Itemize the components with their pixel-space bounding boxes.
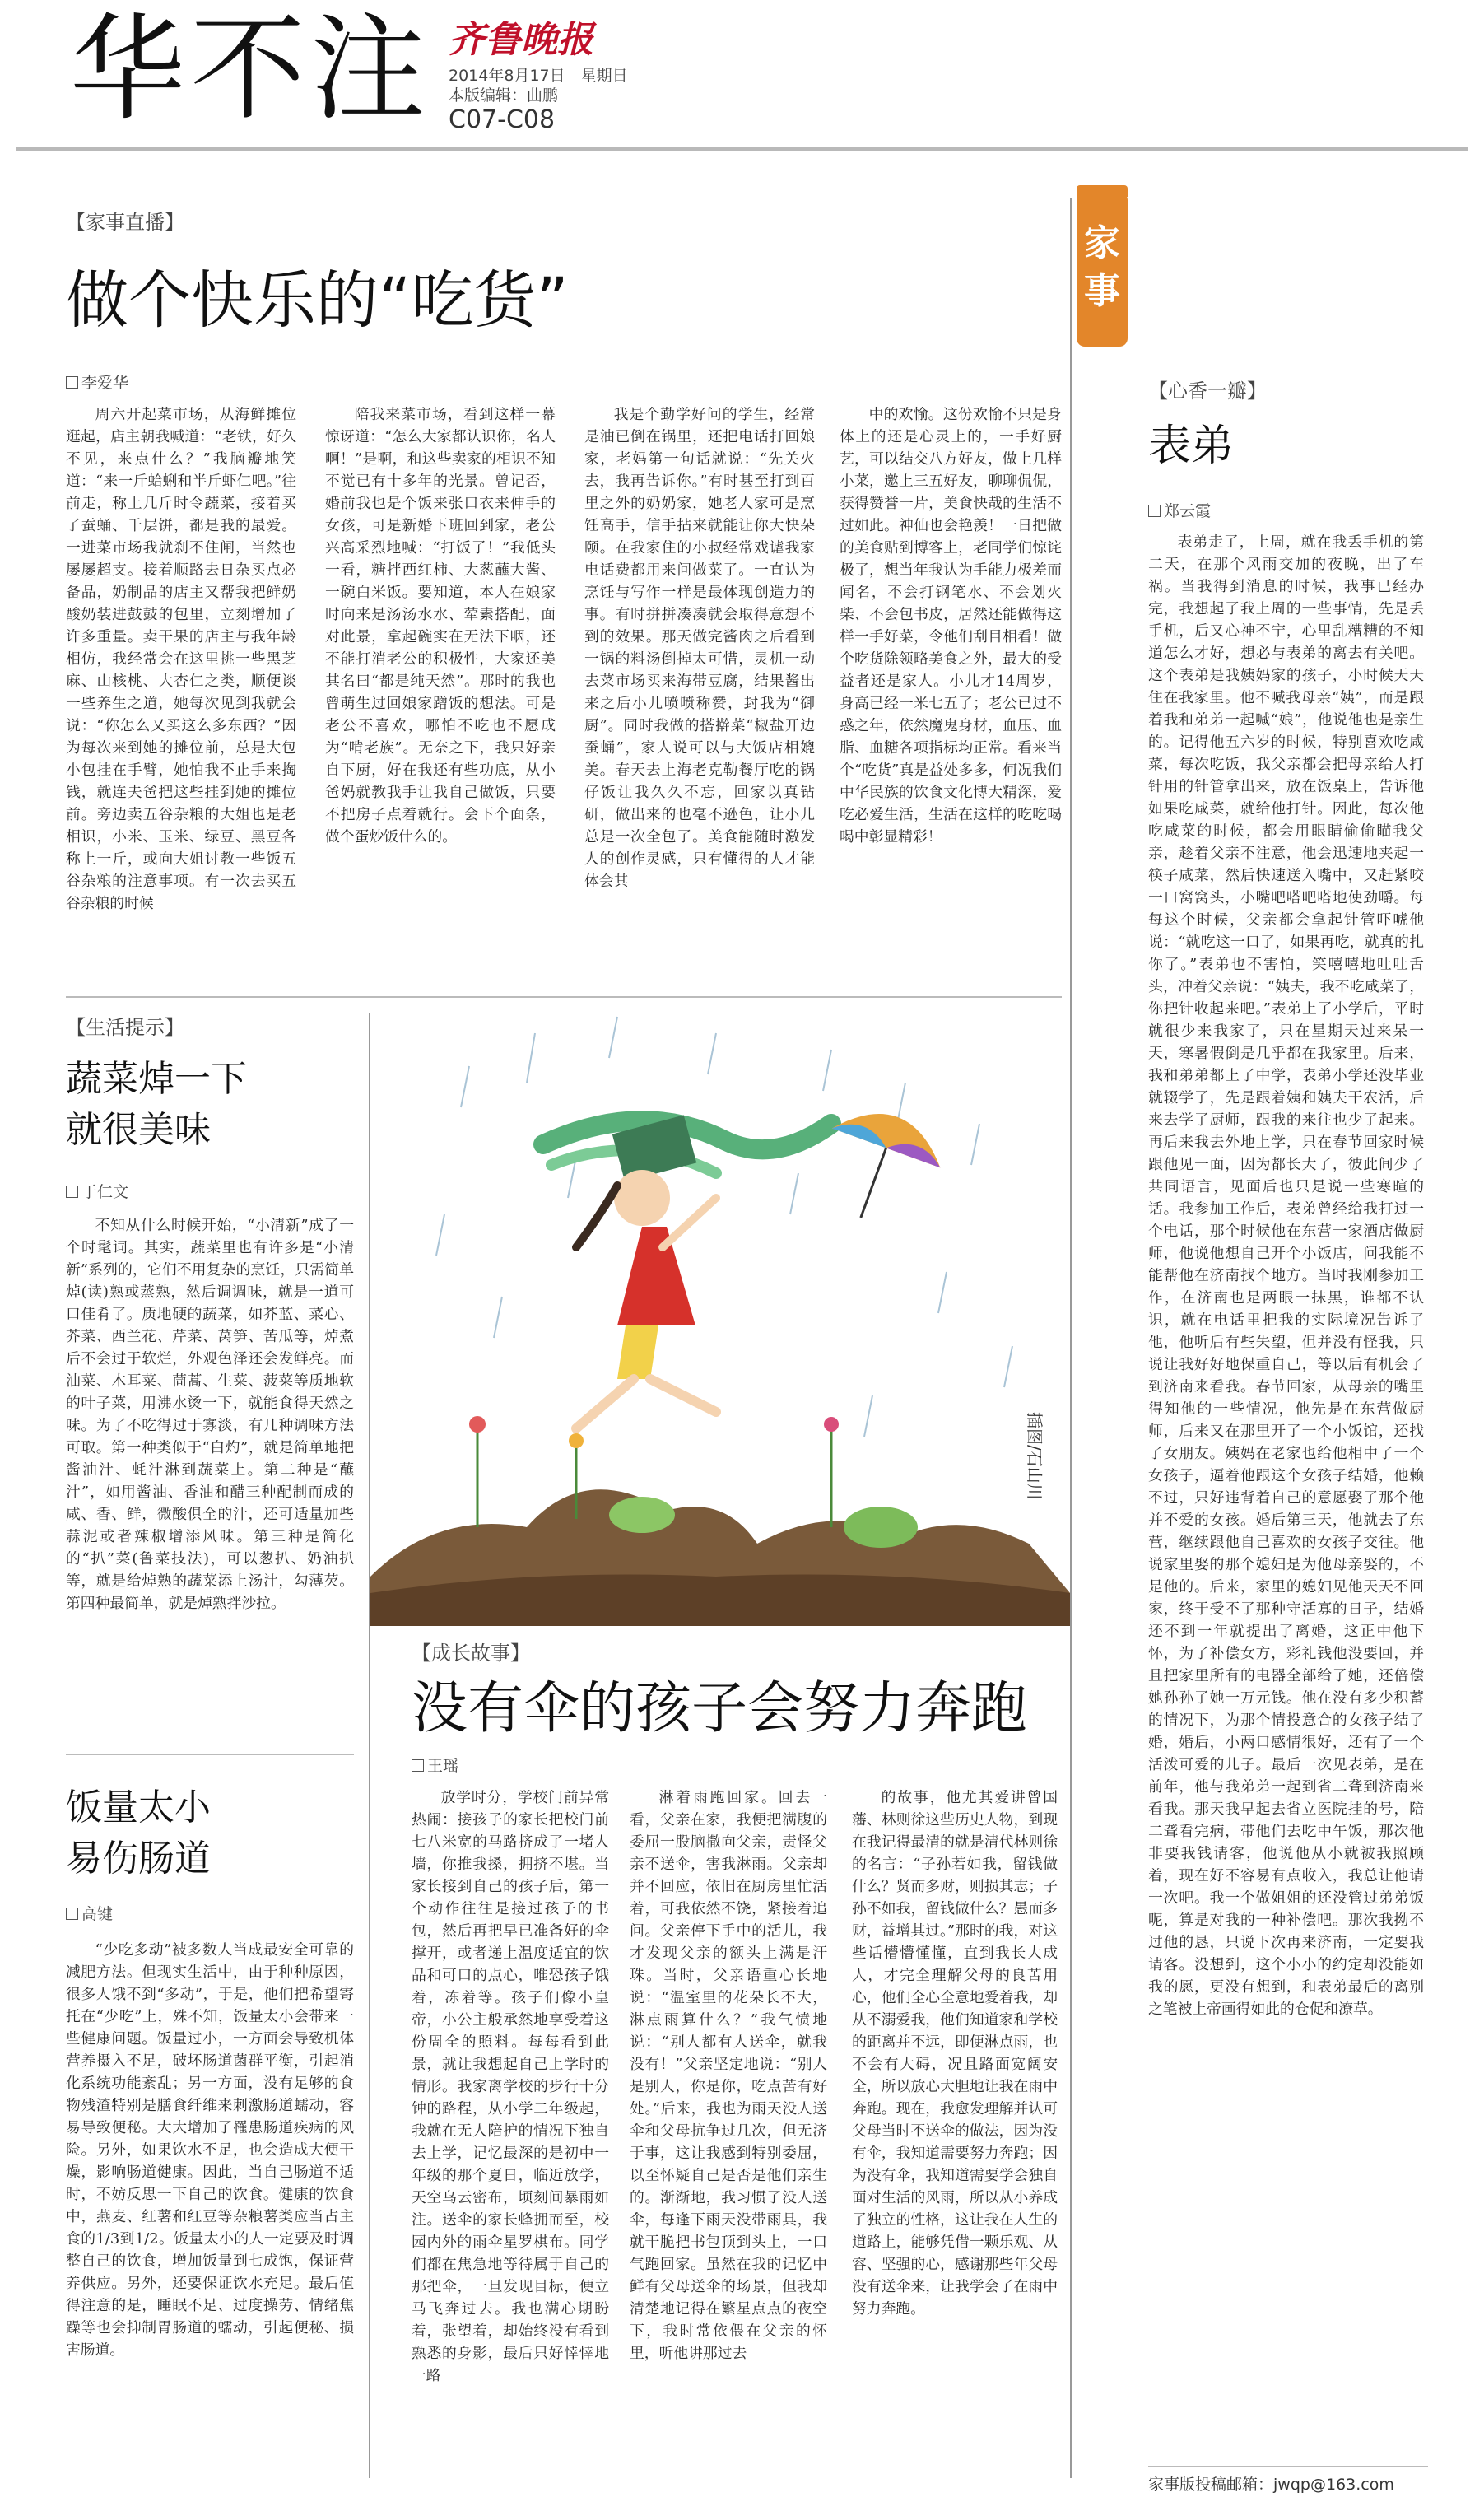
- article2-byline: [66, 1180, 128, 1202]
- article2-bottom-rule: [66, 1754, 354, 1755]
- article3-text: “少吃多动”被多数人当成最安全可靠的减肥方法。但现实生活中，由于种种原因，很多人饿不到“多动”，于是，他们把希望寄托在“少吃”上，殊不知，饭量太小会带来一些健康问题。饭量过小，一方面会导致机体营养摄入不足，破坏肠道菌群平衡，引起消化系统功能紊乱；另一方面，没有足够的食物残渣特别是膳食纤维来刺激肠道蠕动，容易导致便秘。大大增加了罹患肠道疾病的风险。另外，如果饮水不足，也会造成大便干燥，影响肠道健康。因此，当自己肠道不适时，不妨反思一下自己的饮食。健康的饮食中，燕麦、红薯和红豆等杂粮薯类应当占主食的1/3到1/2。饭量太小的人一定要及时调整自己的饮食，增加饭量到七成饱，保证营养供应。另外，还要保证饮水充足。最后值得注意的是，睡眠不足、过度操劳、情绪焦躁等也会抑制胃肠道的蠕动，引起便秘、损害肠道。: [66, 1941, 354, 2359]
- article5-title: 表弟: [1148, 422, 1235, 471]
- article3-title-line1: 饭量太小: [66, 1787, 211, 1829]
- article4-text-2: 淋着雨跑回家。回去一看，父亲在家，我便把满腹的委屈一股脑撒向父亲，责怪父亲不送伞，害我淋雨。父亲却并不回应，依旧在厨房里忙活着，可我依然不饶，紧接着追问。父亲停下手中的活儿，我才发现父亲的额头上满是汗珠。当时，父亲语重心长地说：“温室里的花朵长不大，淋点雨算什么？”我气愤地说：“别人都有人送伞，就我没有！”父亲坚定地说：“别人是别人，你是你，吃点苦有好处。”后来，我也为雨天没人送伞和父母抗争过几次，但无济于事，这让我感到特别委屈，以至怀疑自己是否是他们亲生的。渐渐地，我习惯了没人送伞，每逢下雨天没带雨具，我就干脆把书包顶到头上，一口气跑回家。虽然在我的记忆中鲜有父母送伞的场景，但我却清楚地记得在繁星点点的夜空下，我时常依偎在父亲的怀里，听他讲那过去: [630, 1789, 827, 2362]
- article3-body: [66, 1939, 354, 2466]
- section-badge: 家 事: [1077, 192, 1128, 347]
- article4-column-1: [412, 1787, 609, 2470]
- girl-shorts: [617, 1325, 658, 1379]
- issue-meta: [449, 66, 628, 105]
- submission-email: 家事版投稿邮箱：jwqp@163.com: [1148, 2476, 1394, 2494]
- article1-column-1: [66, 403, 296, 988]
- bush: [609, 1497, 675, 1533]
- issue-date: 2014年8月17日 星期日: [449, 67, 628, 85]
- article4-title: 没有伞的孩子会努力奔跑: [412, 1676, 1028, 1741]
- article5-text: 表弟走了，上周，就在我丢手机的第二天，在那个风雨交加的夜晚，出了车祸。当我得到消息的时候，我事已经办完，我想起了我上周的一些事情，先是丢手机，后又心神不宁，心里乱糟糟的不知道怎么才好，想必与表弟的离去有关吧。这个表弟是我姨妈家的孩子，小时候天天住在我家里。他不喊我母亲“姨”，而是跟着我和弟弟一起喊“娘”，他说他也是亲生的。记得他五六岁的时候，特别喜欢吃咸菜，每次吃饭，我父亲都会把母亲给人打针用的针管拿出来，放在饭桌上，告诉他如果吃咸菜，就给他打针。因此，每次他吃咸菜的时候，都会用眼睛偷偷瞄我父亲，趁着父亲不注意，他会迅速地夹起一筷子咸菜，然后快速送入嘴中，又赶紧咬一口窝窝头，小嘴吧嗒吧嗒地使劲嚼。每每这个时候，父亲都会拿起针管吓唬他说：“就吃这一口了，如果再吃，就真的扎你了。”表弟也不害怕，笑嘻嘻地吐吐舌头，冲着父亲说：“姨夫，我不吃咸菜了，你把针收起来吧。”表弟上了小学后，平时就很少来我家了，只在星期天过来呆一天，寒暑假倒是几乎都在我家里。后来，我和弟弟都上了中学，表弟小学还没毕业就辍学了，先是跟着姨和姨夫干农活，后来去学了厨师，跟我的来往也少了起来。再后来我去外地上学，只在春节回家时候跟他见一面，因为都长大了，彼此间少了共同语言，见面后也只是说一些寒暄的话。我参加工作后，表弟曾经给我打过一个电话，那个时候他在东营一家酒店做厨师，他说他想自己开个小饭店，问我能不能帮他在济南找个地方。当时我刚参加工作，在济南也是两眼一抹黑，谁都不认识，就在电话里把我的实际境况告诉了他，他听后有些失望，但并没有怪我，只说让我好好地保重自己，等以后有机会了到济南来看我。春节回家，从母亲的嘴里得知他的一些情况，他先是在东营做厨师，后来又在那里开了一个小饭馆，还找了女朋友。姨妈在老家也给他相中了一个女孩子，逼着他跟这个女孩子结婚，他赖不过，只好违背着自己的意愿娶了那个他并不爱的女孩。婚后第三天，他就去了东营，继续跟他自己喜欢的女孩子交往。他说家里娶的那个媳妇是为他母亲娶的，不是他的。后来，家里的媳妇见他天天不回家，终于受不了那种守活寡的日子，结婚还不到一年就提出了离婚，这正中他下怀，为了补偿女方，彩礼钱他没要回，并且把家里所有的电器全部给了她，还倍偿她孙孙了她一万元钱。他在没有多少积蓄的情况下，为那个情投意合的女孩子结了婚，婚后，小两口感情很好，还有了一个活泼可爱的儿子。最后一次见表弟，是在前年，他与我弟弟一起到省二聋到济南来看我。那天我早起去省立医院挂的号，陪二聋看完病，带他们去吃中午饭，那次他非要我钱请客，他说他从小就被我照顾着，现在好不容易有点收入，我总让他请一次吧。我一个做姐姐的还没管过弟弟饭呢，算是对我的一种补偿吧。那次我拗不过他的恳，只说下次再来济南，一定要我请客。没想到，这个小小的约定却没能如我的愿，更没有想到，和表弟最后的离别之笔被上帝画得如此的仓促和潦草。: [1148, 533, 1424, 2018]
- article2-title-line2: 就很美味: [66, 1109, 211, 1151]
- article1-text-4: 中的欢愉。这份欢愉不只是身体上的还是心灵上的，一手好厨艺，可以结交八方好友，做上几样小菜，邀上三五好友，聊聊侃侃，获得赞誉一片，美食快哉的生活不过如此。神仙也会艳羡！一日把做的美食贴到博客上，老同学们惊诧极了，想当年我认为手能力极差而闻名，不会打钢笔水、不会划火柴、不会包书皮，居然还能做得这样一手好菜，令他们刮目相看！做个吃货除领略美食之外，最大的受益者还是家人。小儿才14周岁，身高已经一米七五了；老公已过不惑之年，依然魔鬼身材，血压、血脂、血糖各项指标均正常。看来当个“吃货”真是益处多多，何况我们中华民族的饮食文化博大精深，爱吃必爱生活，生活在这样的吃吃喝喝中彰显精彩！: [840, 406, 1062, 846]
- article1-author: 李爱华: [81, 374, 129, 392]
- article1-column-4: [840, 403, 1062, 988]
- article5-body: [1148, 531, 1424, 2457]
- article1-column-2: [325, 403, 556, 988]
- girl-head: [614, 1170, 670, 1226]
- article2-text: 不知从什么时候开始，“小清新”成了一个时髦词。其实，蔬菜里也有许多是“小清新”系列的，它们不用复杂的烹饪，只需简单焯(读)熟或蒸熟，然后调调味，就是一道可口佳肴了。质地硬的蔬菜，如芥蓝、菜心、芥菜、西兰花、芹菜、莴笋、苦瓜等，焯煮后不会过于软烂，外观色泽还会发鲜亮。而油菜、木耳菜、茼蒿、生菜、菠菜等质地软的叶子菜，用沸水烫一下，就能食得天然之味。为了不吃得过于寡淡，有几种调味方法可取。第一种类似于“白灼”，就是简单地把酱油汁、蚝汁淋到蔬菜上。第二种是“蘸汁”，如用酱油、香油和醋三种配制而成的咸、香、鲜，微酸俱全的汁，还可适量加些蒜泥或者辣椒增添风味。第三种是简化的“扒”菜(鲁菜技法)，可以葱扒、奶油扒等，就是给焯熟的蔬菜添上汤汁，勾薄芡。第四种最简单，就是焯熟拌沙拉。: [66, 1217, 354, 1612]
- bush: [844, 1507, 918, 1548]
- article1-text-2: 陪我来菜市场，看到这样一幕惊讶道：“怎么大家都认识你，名人啊！”是啊，和这些卖家的相识不知不觉已有十多年的光景。曾记否，婚前我也是个饭来张口衣来伸手的女孩，可是新婚下班回到家，老公兴高采烈地喊：“打饭了！”我低头一看，糖拌西红柿、大葱蘸大酱、一碗白米饭。要知道，本人在娘家时向来是汤汤水水、荤素搭配，面对此景，拿起碗实在无法下咽，还不能打消老公的积极性，大家还美其名曰“都是纯天然”。那时的我也曾萌生过回娘家蹭饭的想法。可是老公不喜欢，哪怕不吃也不愿成为“啃老族”。无奈之下，我只好亲自下厨，好在我还有些功底，从小爸妈就教我手让我自己做饭，只要不把房子点着就行。会下个面条，做个蛋炒饭什么的。: [325, 406, 556, 846]
- newspaper-logo: 齐鲁晚报: [449, 19, 593, 61]
- article2-tag: 【生活提示】: [66, 1016, 184, 1039]
- running-girl-illustration: [370, 1000, 1070, 1626]
- article4-author: 王瑶: [427, 1757, 459, 1775]
- article1-column-3: [584, 403, 815, 988]
- article1-title: 做个快乐的“吃货”: [66, 263, 569, 337]
- article4-byline: [412, 1754, 458, 1776]
- article1-tag: 【家事直播】: [66, 211, 184, 234]
- article4-column-3: [852, 1787, 1058, 2470]
- girl-dress: [617, 1227, 695, 1325]
- article4-column-2: [630, 1787, 827, 2470]
- article2-body: [66, 1214, 354, 1741]
- article5-tag: 【心香一瓣】: [1148, 380, 1267, 403]
- article4-text-3: 的故事，他尤其爱讲曾国藩、林则徐这些历史人物，到现在我记得最清的就是清代林则徐的名言：“子孙若如我，留钱做什么？贤而多财，则损其志；子孙不如我，留钱做什么？愚而多财，益增其过。”那时的我，对这些话懵懵懂懂，直到我长大成人，才完全理解父母的良苦用心，他们全心全意地爱着我，却从不溺爱我，他们知道家和学校的距离并不远，即便淋点雨，也不会有大碍，况且路面宽阔安全，所以放心大胆地让我在雨中奔跑。现在，我愈发理解并认可父母当时不送伞的做法，因为没有伞，我知道需要努力奔跑；因为没有伞，我知道需要学会独自面对生活的风雨，所以从小养成了独立的性格，这让我在人生的道路上，能够凭借一颗乐观、从容、坚强的心，感谢那些年父母没有送伞来，让我学会了在雨中努力奔跑。: [852, 1789, 1058, 2318]
- article1-byline: [66, 370, 128, 393]
- illustration-credit: 插图/石山川: [1025, 1412, 1044, 1500]
- page-editor: 本版编辑：曲鹏: [449, 86, 559, 105]
- contact-rule: [1148, 2466, 1428, 2467]
- page-range: C07-C08: [449, 105, 556, 134]
- section-title: 华不注: [70, 2, 431, 137]
- masthead-rule: [16, 147, 1468, 151]
- article3-title: [66, 1782, 211, 1884]
- article3-title-line2: 易伤肠道: [66, 1838, 211, 1880]
- article5-byline: [1148, 499, 1211, 521]
- article3-byline: [66, 1902, 113, 1924]
- article4-text-1: 放学时分，学校门前异常热闹：接孩子的家长把校门前七八米宽的马路挤成了一堵人墙，你推我搡，拥挤不堪。当家长接到自己的孩子后，第一个动作往往是接过孩子的书包，然后再把早已准备好的伞撑开，或者递上温度适宜的饮品和可口的点心，唯恐孩子饿着，冻着等。孩子们像小皇帝，小公主般承然地享受着这份周全的照料。每每看到此景，就让我想起自己上学时的情形。我家离学校的步行十分钟的路程，从小学二年级起，我就在无人陪护的情况下独自去上学，记忆最深的是初中一年级的那个夏日，临近放学，天空乌云密布，顷刻间暴雨如注。送伞的家长蜂拥而至，校园内外的雨伞星罗棋布。同学们都在焦急地等待属于自己的那把伞，一旦发现目标，便立马飞奔过去。我也满心期盼着，张望着，却始终没有看到熟悉的身影，最后只好悻悻地一路: [412, 1789, 609, 2384]
- running-girl: [543, 1115, 831, 1428]
- article2-author: 于仁文: [81, 1183, 129, 1201]
- rain-streaks: [436, 1017, 1012, 1437]
- right-column-divider: [1070, 198, 1072, 2478]
- article1-text-1: 周六开起菜市场，从海鲜摊位逛起，店主朝我喊道：“老铁，好久不见，来点什么？”我脑瓣地笑道：“来一斤蛤蜊和半斤虾仁吧。”往前走，称上几斤时令蔬菜，接着买了蚕蛹、千层饼，都是我的最爱。一进菜市场我就刹不住闸，当然也屡屡超支。接着顺路去日杂买点必备品，奶制品的店主又帮我把鲜奶酸奶装进鼓鼓的包里，立刻增加了许多重量。卖干果的店主与我年龄相仿，我经常会在这里挑一些黑芝麻、山核桃、大杏仁之类，顺便谈一些养生之道，她每次见到我就会说：“你怎么又买这么多东西？”因为每次来到她的摊位前，总是大包小包挂在手臂，她怕我不止手来掏钱，就连夫爸把这些挂到她的摊位前。旁边卖五谷杂粮的大姐也是老相识，小米、玉米、绿豆、黑豆各称上一斤，或向大姐讨教一些饭五谷杂粮的注意事项。有一次去买五谷杂粮的时候: [66, 406, 296, 912]
- article5-author: 郑云霞: [1164, 502, 1212, 520]
- article2-title-line1: 蔬菜焯一下: [66, 1058, 247, 1100]
- article3-author: 高键: [81, 1905, 114, 1923]
- article4-tag: 【成长故事】: [412, 1642, 530, 1665]
- article1-bottom-rule: [66, 996, 1062, 998]
- ground-shadow: [370, 1575, 1070, 1627]
- article2-title: [66, 1054, 247, 1156]
- article1-text-3: 我是个勤学好问的学生，经常是油已倒在锅里，还把电话打回娘家，老妈第一句话就说：“先关火去，我再告诉你。”有时甚至打到百里之外的奶奶家，她老人家可是烹饪高手，信手拈来就能让你大快朵颐。在我家住的小叔经常戏谑我家电话费都用来问做菜了。一直认为烹饪与写作一样是最体现创造力的事。有时拼拼凑凑就会取得意想不到的效果。那天做完酱肉之后看到一锅的料汤倒掉太可惜，灵机一动去菜市场买来海带豆腐，结果酱出来之后小儿喷喷称赞，封我为“御厨”。同时我做的搭擀菜“椒盐开边蚕蛹”，家人说可以与大饭店相媲美。春天去上海老克勒餐厅吃的锅仔饭让我久久不忘，回家以真钻研，做出来的也毫不逊色，让小儿总是一次全包了。美食能随时激发人的创作灵感，只有懂得的人才能体会其: [584, 406, 815, 890]
